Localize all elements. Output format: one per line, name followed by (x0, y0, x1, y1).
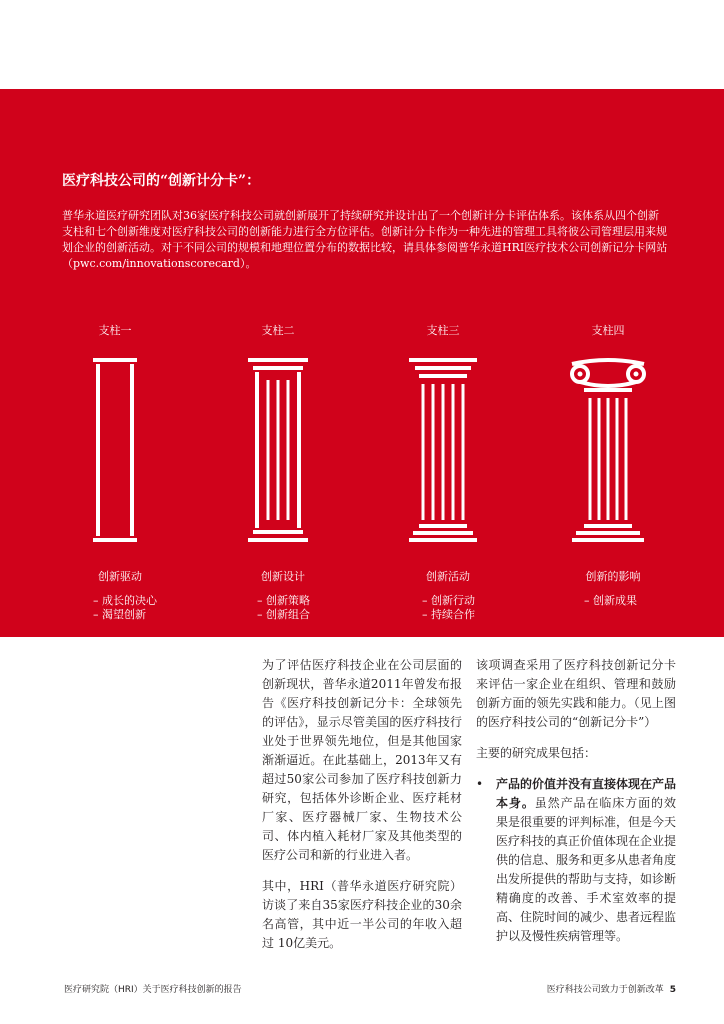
pillar-1-points (93, 594, 157, 622)
pillar-2 (208, 322, 348, 550)
list-item: – 成长的决心 (93, 594, 157, 608)
pillar-ionic-icon (566, 350, 650, 550)
body-column-left (262, 656, 462, 965)
pillar-3 (373, 322, 513, 550)
pillar-4-caption: 创新的影响 (585, 570, 641, 583)
pillar-doric-icon (405, 350, 481, 550)
pillar-3-name: 支柱三 (426, 324, 460, 337)
pillar-plain-icon (85, 350, 145, 550)
pillar-4-name: 支柱四 (591, 324, 625, 337)
pillar-fluted-icon (243, 350, 313, 550)
paragraph: 其中，HRI（普华永道医疗研究院）访谈了来自35家医疗科技企业的30余名高管，其中近一半公司的年收入超过 10亿美元。 (262, 879, 462, 950)
paragraph: 为了评估医疗科技企业在公司层面的创新现状，普华永道2011年曾发布报告《医疗科技创新记分卡：全球领先的评估》，显示尽管美国的医疗科技行业处于世界领先地位，但是其他国家渐渐逼近。在此基础上，2013年又有超过50家公司参加了医疗科技创新力研究，包括体外诊断企业、医疗耗材厂家、医疗器械厂家、生物技术公司、体内植入耗材厂家及其他类型的医疗公司和新的行业进入者。 (262, 658, 462, 862)
list-item: – 渴望创新 (93, 608, 157, 622)
scorecard-intro: 普华永道医疗研究团队对36家医疗科技公司就创新展开了持续研究并设计出了一个创新计分卡评估体系。该体系从四个创新支柱和七个创新维度对医疗科技公司的创新能力进行全方位评估。创新计分卡作为一种先进的管理工具将彼公司管理层用来规划企业的创新活动。对于不同公司的规模和地理位置分布的数据比较，请具体参阅普华永道HRI医疗技术公司创新记分卡网站（pwc.com/innovationscorecard）。 (62, 209, 668, 270)
finding-text: 虽然产品在临床方面的效果是很重要的评判标准，但是今天医疗科技的真正价值体现在企业提供的信息、服务和更多从患者角度出发所提供的帮助与支持，如诊断精确度的改善、手术室效率的提高、住院时间的减少、患者远程监护以及慢性疾病管理等。 (496, 796, 677, 943)
pillar-1-name: 支柱一 (98, 324, 132, 337)
list-item: – 创新组合 (257, 608, 310, 622)
pillar-3-caption: 创新活动 (426, 570, 470, 583)
footer-section (547, 982, 676, 995)
pillar-1-caption: 创新驱动 (98, 570, 142, 583)
scorecard-title: 医疗科技公司的“创新计分卡”： (62, 173, 261, 189)
pillar-1 (45, 322, 185, 550)
list-item: – 创新成果 (584, 594, 637, 608)
pillar-2-caption: 创新设计 (261, 570, 305, 583)
paragraph: 该项调查采用了医疗科技创新记分卡来评估一家企业在组织、管理和鼓励创新方面的领先实践和能力。（见上图的医疗科技公司的“创新记分卡”） (476, 658, 676, 729)
pillar-2-name: 支柱二 (261, 324, 295, 337)
page-number: 5 (669, 985, 676, 995)
pillar-2-points (257, 594, 310, 622)
pillar-3-points (422, 594, 475, 622)
list-item: – 创新行动 (422, 594, 475, 608)
list-item: – 持续合作 (422, 608, 475, 622)
list-item: – 创新策略 (257, 594, 310, 608)
finding-bullet (476, 775, 676, 946)
footer-section-title: 医疗科技公司致力于创新改革 (546, 985, 664, 995)
body-column-right (476, 656, 676, 946)
finding-headline: 产品的价值并没有直接体现在产品本身。 (496, 777, 677, 810)
paragraph: 主要的研究成果包括： (476, 746, 597, 760)
footer-report-title: 医疗研究院（HRI）关于医疗科技创新的报告 (64, 985, 242, 995)
pillar-4 (538, 322, 678, 550)
pillar-4-points (584, 594, 637, 608)
bullet-icon: • (476, 777, 484, 791)
